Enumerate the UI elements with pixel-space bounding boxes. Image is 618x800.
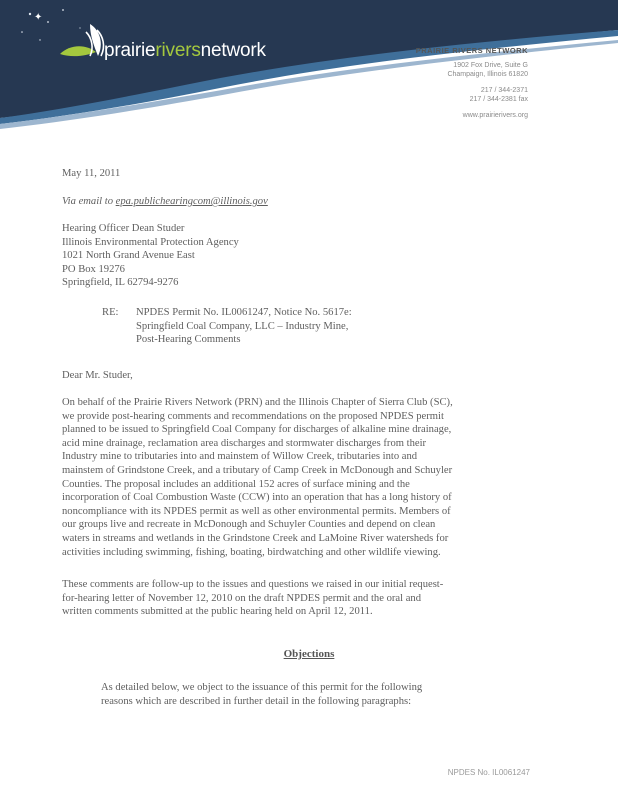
subject-line: Springfield Coal Company, LLC – Industry Mine, (136, 320, 349, 332)
recipient-line: 1021 North Grand Avenue East (62, 250, 195, 262)
paragraph-line: Industry mine to tributaries into and mainstem of Willow Creek, tributaries into and (62, 451, 418, 463)
re-label: RE: (102, 307, 119, 318)
recipient-line: Illinois Environmental Protection Agency (62, 236, 239, 248)
letter-date: May 11, 2011 (62, 168, 121, 179)
recipient-line: Hearing Officer Dean Studer (62, 223, 185, 234)
letterhead (0, 0, 618, 160)
logo-accent: rivers (155, 40, 201, 61)
salutation: Dear Mr. Studer, (62, 370, 133, 381)
paragraph-line: mainstem of Grindstone Creek, and a tributary of Camp Creek in McDonough and Schuyler (62, 464, 453, 476)
paragraph-line: reasons which are described in further detail in the following paragraphs: (101, 695, 412, 707)
section-title-objections: Objections (283, 648, 335, 660)
logo-wordmark (104, 40, 266, 62)
via-prefix: Via email to (62, 196, 113, 207)
logo-suffix: network (200, 40, 266, 61)
org-fax: 217 / 344-2381 fax (469, 96, 528, 103)
recipient-address (62, 222, 536, 290)
page-footer: NPDES No. IL0061247 (447, 768, 530, 777)
via-email-line (62, 195, 536, 209)
paragraph-line: On behalf of the Prairie Rivers Network (PRN) and the Illinois Chapter of Sierra Club (SC), (62, 397, 453, 408)
org-name: PRAIRIE RIVERS NETWORK (415, 46, 528, 55)
paragraph-line: written comments submitted at the public hearing held on April 12, 2011. (62, 606, 373, 618)
logo-prefix: prairie (104, 40, 156, 61)
paragraph-line: noncompliance with its NPDES permit as well as other environmental permits. Members of (62, 505, 451, 517)
org-address-line1: 1902 Fox Drive, Suite G (453, 62, 528, 69)
paragraph-line: activities including swimming, fishing, boating, birdwatching and other wildlife viewing. (62, 546, 441, 558)
paragraph-line: waters in streams and wetlands in the Grindstone Creek and LaMoine River watersheds for (62, 532, 449, 544)
paragraph-line: we provide post-hearing comments and recommendations on the proposed NPDES permit (62, 410, 444, 422)
recipient-line: Springfield, IL 62794-9276 (62, 277, 179, 289)
paragraph-line: Counties. The proposal includes an additional 152 acres of surface mining and the (62, 478, 410, 490)
paragraph-line: These comments are follow-up to the issues and questions we raised in our initial request- (62, 579, 444, 590)
recipient-line: PO Box 19276 (62, 263, 125, 275)
paragraph-objections-intro (101, 681, 521, 708)
sparkle-icon: ✦ (34, 12, 43, 23)
subject-line: Post-Hearing Comments (136, 334, 241, 346)
org-contact-block (416, 46, 528, 120)
paragraph-intro (62, 396, 536, 559)
paragraph-line: acid mine drainage, reclamation area discharges and stormwater discharges from their (62, 437, 427, 449)
paragraph-line: our groups live and recreate in McDonough and Schuyler Counties and depend on clean (62, 519, 436, 531)
org-phone: 217 / 344-2371 (480, 87, 528, 94)
paragraph-line: for-hearing letter of November 12, 2010 on the draft NPDES permit and the oral and (62, 592, 421, 604)
paragraph-line: planned to be issued to Springfield Coal Company for discharges of alkaline mine drainage, (62, 424, 452, 436)
paragraph-followup (62, 578, 536, 619)
org-address-line2: Champaign, Illinois 61820 (447, 71, 528, 78)
subject-lines (136, 306, 352, 347)
paragraph-line: incorporation of Coal Combustion Waste (CCW) into an operation that has a long history of (62, 492, 452, 504)
subject-line: NPDES Permit No. IL0061247, Notice No. 5617e: (136, 307, 352, 318)
org-website[interactable]: www.prairierivers.org (462, 112, 528, 119)
via-email-link[interactable]: epa.publichearingcom@illinois.gov (115, 196, 268, 207)
paragraph-line: As detailed below, we object to the issuance of this permit for the following (101, 682, 423, 693)
